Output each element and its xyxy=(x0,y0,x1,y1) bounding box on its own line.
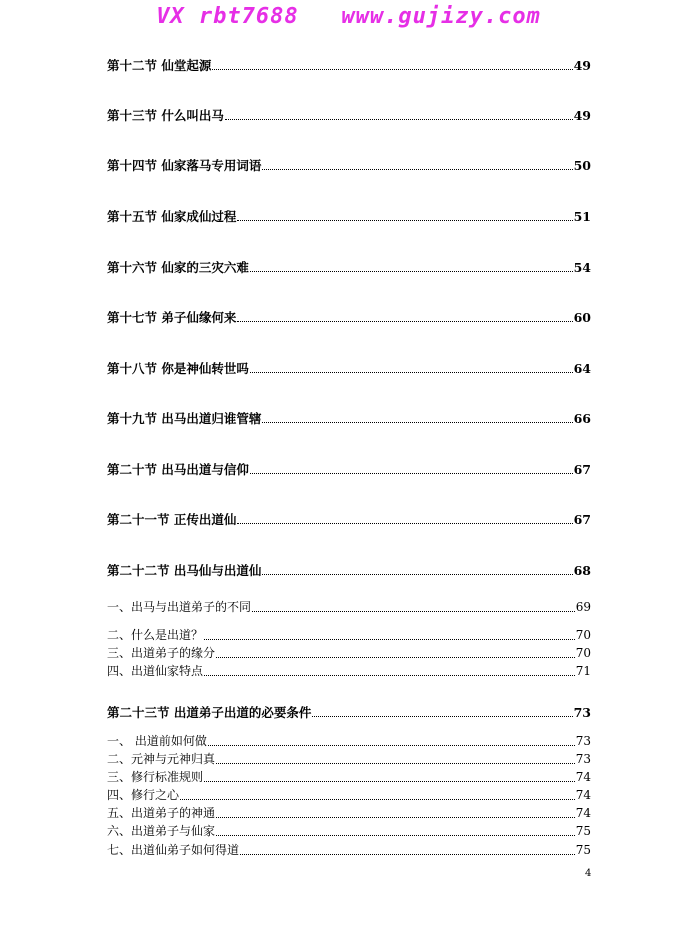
toc-entry-page: 75 xyxy=(575,824,591,838)
dot-leader xyxy=(216,817,575,818)
toc-section-entry[interactable] xyxy=(107,512,591,527)
toc-subsection-entry[interactable] xyxy=(107,664,591,679)
dot-leader xyxy=(237,321,572,322)
toc-entry-page: 73 xyxy=(573,705,591,720)
toc-section-entry[interactable] xyxy=(107,563,591,578)
toc-entry-page: 69 xyxy=(575,600,591,614)
toc-entry-page: 68 xyxy=(573,563,591,578)
toc-subsection-entry[interactable] xyxy=(107,734,591,749)
toc-entry-title: 第十六节 仙家的三灾六难 xyxy=(107,260,249,275)
toc-entry-title: 第二十一节 正传出道仙 xyxy=(107,512,237,527)
dot-leader xyxy=(216,763,575,764)
dot-leader xyxy=(312,716,572,717)
toc-entry-title: 第十九节 出马出道归谁管辖 xyxy=(107,411,262,426)
toc-entry-page: 70 xyxy=(575,628,591,642)
toc-subsection-entry[interactable] xyxy=(107,788,591,803)
dot-leader xyxy=(212,69,572,70)
toc-subsection-entry[interactable] xyxy=(107,806,591,821)
toc-subsection-entry[interactable] xyxy=(107,824,591,839)
dot-leader xyxy=(262,422,572,423)
toc-subsection-entry[interactable] xyxy=(107,628,591,643)
dot-leader xyxy=(180,799,575,800)
toc-entry-page: 73 xyxy=(575,734,591,748)
toc-entry-page: 50 xyxy=(573,158,591,173)
toc-entry-page: 71 xyxy=(575,664,591,678)
toc-section-entry[interactable] xyxy=(107,310,591,325)
toc-entry-title: 六、出道弟子与仙家 xyxy=(107,824,216,838)
toc-section-entry[interactable] xyxy=(107,158,591,173)
toc-subsection-entry[interactable] xyxy=(107,752,591,767)
dot-leader xyxy=(204,675,575,676)
toc-section-entry[interactable] xyxy=(107,58,591,73)
dot-leader xyxy=(216,657,575,658)
dot-leader xyxy=(216,835,575,836)
dot-leader xyxy=(262,169,572,170)
watermark-text: VX rbt7688 www.gujizy.com xyxy=(156,4,541,29)
toc-subsection-entry[interactable] xyxy=(107,843,591,858)
toc-entry-title: 二、什么是出道？ xyxy=(107,628,204,642)
toc-entry-title: 四、出道仙家特点 xyxy=(107,664,204,678)
dot-leader xyxy=(204,781,575,782)
toc-entry-page: 75 xyxy=(575,843,591,857)
toc-entry-page: 74 xyxy=(575,806,591,820)
dot-leader xyxy=(240,854,575,855)
dot-leader xyxy=(250,271,573,272)
toc-entry-title: 第十七节 弟子仙缘何来 xyxy=(107,310,237,325)
toc-entry-title: 第二十三节 出道弟子出道的必要条件 xyxy=(107,705,312,720)
toc-entry-title: 第十三节 什么叫出马 xyxy=(107,108,224,123)
toc-entry-title: 第十二节 仙堂起源 xyxy=(107,58,212,73)
toc-entry-title: 第二十节 出马出道与信仰 xyxy=(107,462,249,477)
toc-entry-title: 第十四节 仙家落马专用词语 xyxy=(107,158,262,173)
dot-leader xyxy=(250,372,573,373)
toc-subsection-entry[interactable] xyxy=(107,646,591,661)
toc-entry-page: 54 xyxy=(573,260,591,275)
dot-leader xyxy=(237,523,572,524)
toc-entry-title: 第二十二节 出马仙与出道仙 xyxy=(107,563,262,578)
toc-entry-page: 49 xyxy=(573,58,591,73)
toc-section-entry[interactable] xyxy=(107,361,591,376)
toc-entry-page: 67 xyxy=(573,512,591,527)
toc-entry-title: 一、出马与出道弟子的不同 xyxy=(107,600,252,614)
toc-entry-title: 二、元神与元神归真 xyxy=(107,752,216,766)
dot-leader xyxy=(237,220,572,221)
toc-entry-page: 64 xyxy=(573,361,591,376)
toc-entry-page: 66 xyxy=(573,411,591,426)
toc-entry-title: 三、出道弟子的缘分 xyxy=(107,646,216,660)
toc-entry-title: 三、修行标准规则 xyxy=(107,770,204,784)
toc-section-entry[interactable] xyxy=(107,462,591,477)
toc-entry-page: 67 xyxy=(573,462,591,477)
toc-entry-page: 51 xyxy=(573,209,591,224)
toc-section-entry[interactable] xyxy=(107,411,591,426)
toc-subsection-entry[interactable] xyxy=(107,600,591,615)
toc-subsection-entry[interactable] xyxy=(107,770,591,785)
dot-leader xyxy=(250,473,573,474)
toc-entry-title: 五、出道弟子的神通 xyxy=(107,806,216,820)
toc-entry-title: 一、 出道前如何做 xyxy=(107,734,207,748)
toc-section-entry[interactable] xyxy=(107,260,591,275)
dot-leader xyxy=(204,639,575,640)
toc-entry-title: 七、出道仙弟子如何得道 xyxy=(107,843,240,857)
toc-entry-page: 73 xyxy=(575,752,591,766)
toc-entry-page: 60 xyxy=(573,310,591,325)
toc-entry-title: 第十五节 仙家成仙过程 xyxy=(107,209,237,224)
page-number: 4 xyxy=(585,868,592,879)
dot-leader xyxy=(252,611,575,612)
toc-section-entry[interactable] xyxy=(107,209,591,224)
toc-entry-title: 四、修行之心 xyxy=(107,788,180,802)
dot-leader xyxy=(262,574,572,575)
toc-entry-page: 70 xyxy=(575,646,591,660)
toc-section-entry[interactable] xyxy=(107,108,591,123)
toc-entry-page: 74 xyxy=(575,770,591,784)
toc-entry-page: 74 xyxy=(575,788,591,802)
toc-section-entry[interactable] xyxy=(107,705,591,720)
toc-entry-title: 第十八节 你是神仙转世吗 xyxy=(107,361,249,376)
toc-entry-page: 49 xyxy=(573,108,591,123)
dot-leader xyxy=(225,119,573,120)
dot-leader xyxy=(208,745,575,746)
